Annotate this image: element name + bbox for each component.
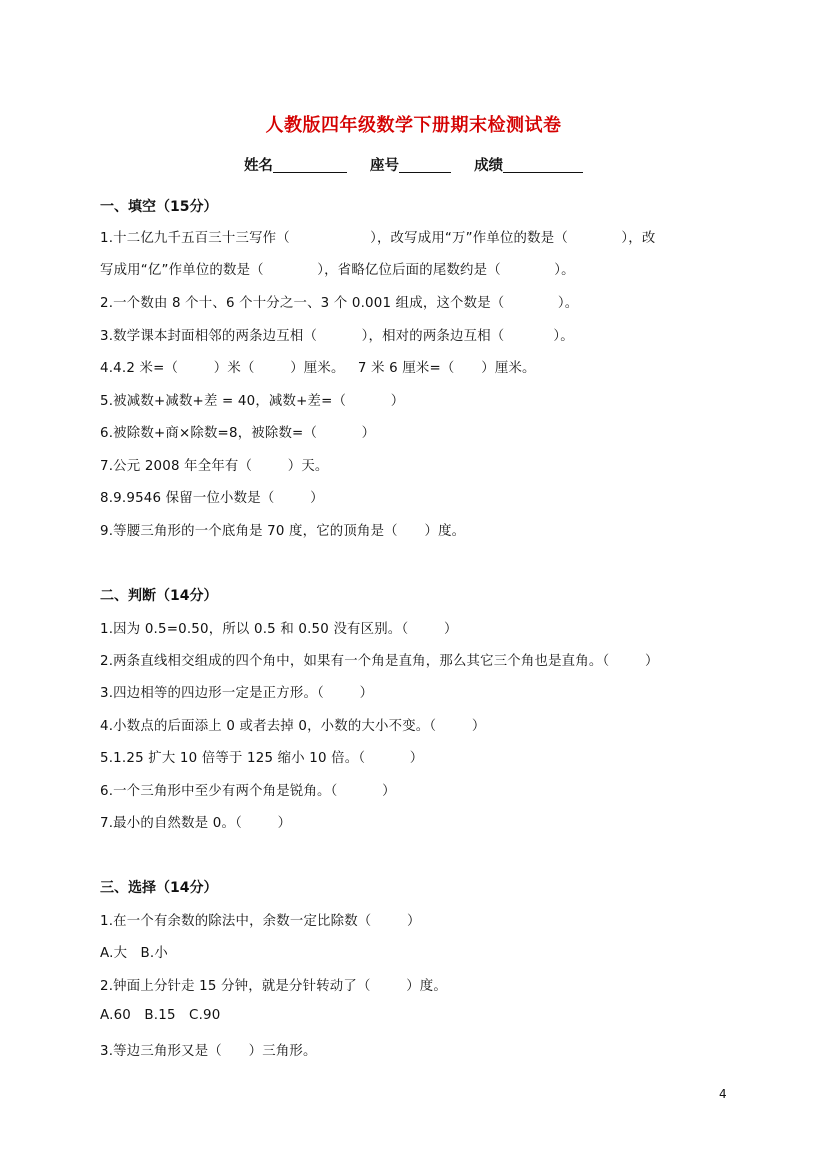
question-line: 6.被除数+商×除数=8，被除数=（ ） — [100, 426, 376, 441]
question-line: 8.9.9546 保留一位小数是（ ） — [100, 491, 324, 506]
question-line: 3.数学课本封面相邻的两条边互相（ ），相对的两条边互相（ ）。 — [100, 329, 574, 344]
seat-blank[interactable] — [399, 156, 451, 173]
question-line: 2.两条直线相交组成的四个角中，如果有一个角是直角，那么其它三个角也是直角。（ ） — [100, 654, 659, 669]
page-number: 4 — [719, 1087, 727, 1101]
exam-title: 人教版四年级数学下册期末检测试卷 — [265, 115, 562, 136]
question-line: 3.四边相等的四边形一定是正方形。（ ） — [100, 686, 374, 701]
question-line: 1.因为 0.5=0.50，所以 0.5 和 0.50 没有区别。（ ） — [100, 622, 458, 637]
question-line: 写成用“亿”作单位的数是（ ），省略亿位后面的尾数约是（ ）。 — [100, 263, 575, 278]
score-blank[interactable] — [503, 156, 583, 173]
name-blank[interactable] — [273, 156, 347, 173]
section-heading: 一、填空（15分） — [100, 199, 218, 215]
option-line: A.大 B.小 — [100, 946, 168, 961]
student-info-line — [0, 154, 827, 175]
question-line: 6.一个三角形中至少有两个角是锐角。（ ） — [100, 784, 396, 799]
seat-label: 座号 — [370, 158, 399, 174]
question-line: 7.最小的自然数是 0。（ ） — [100, 816, 292, 831]
question-line: 3.等边三角形又是（ ）三角形。 — [100, 1044, 317, 1059]
section-heading: 三、选择（14分） — [100, 880, 218, 896]
question-line: 5.被减数+减数+差 = 40，减数+差=（ ） — [100, 394, 405, 409]
question-line: 1.在一个有余数的除法中，余数一定比除数（ ） — [100, 914, 421, 929]
question-line: 7.公元 2008 年全年有（ ）天。 — [100, 459, 329, 474]
question-line: 2.一个数由 8 个十、6 个十分之一、3 个 0.001 组成，这个数是（ ）。 — [100, 296, 579, 311]
question-line: 4.4.2 米=（ ）米（ ）厘米。 7 米 6 厘米=（ ）厘米。 — [100, 361, 536, 376]
option-line: A.60 B.15 C.90 — [100, 1008, 221, 1023]
score-field[interactable] — [474, 154, 583, 175]
name-label: 姓名 — [243, 158, 273, 174]
question-line: 4.小数点的后面添上 0 或者去掉 0，小数的大小不变。（ ） — [100, 719, 486, 734]
question-line: 5.1.25 扩大 10 倍等于 125 缩小 10 倍。（ ） — [100, 751, 424, 766]
score-label: 成绩 — [474, 158, 504, 174]
question-line: 9.等腰三角形的一个底角是 70 度，它的顶角是（ ）度。 — [100, 524, 466, 539]
name-field[interactable] — [244, 154, 347, 175]
seat-field[interactable] — [370, 154, 451, 175]
question-line: 1.十二亿九千五百三十三写作（ ），改写成用“万”作单位的数是（ ），改 — [100, 231, 656, 246]
question-line: 2.钟面上分针走 15 分钟，就是分针转动了（ ）度。 — [100, 979, 447, 994]
section-heading: 二、判断（14分） — [100, 588, 218, 604]
